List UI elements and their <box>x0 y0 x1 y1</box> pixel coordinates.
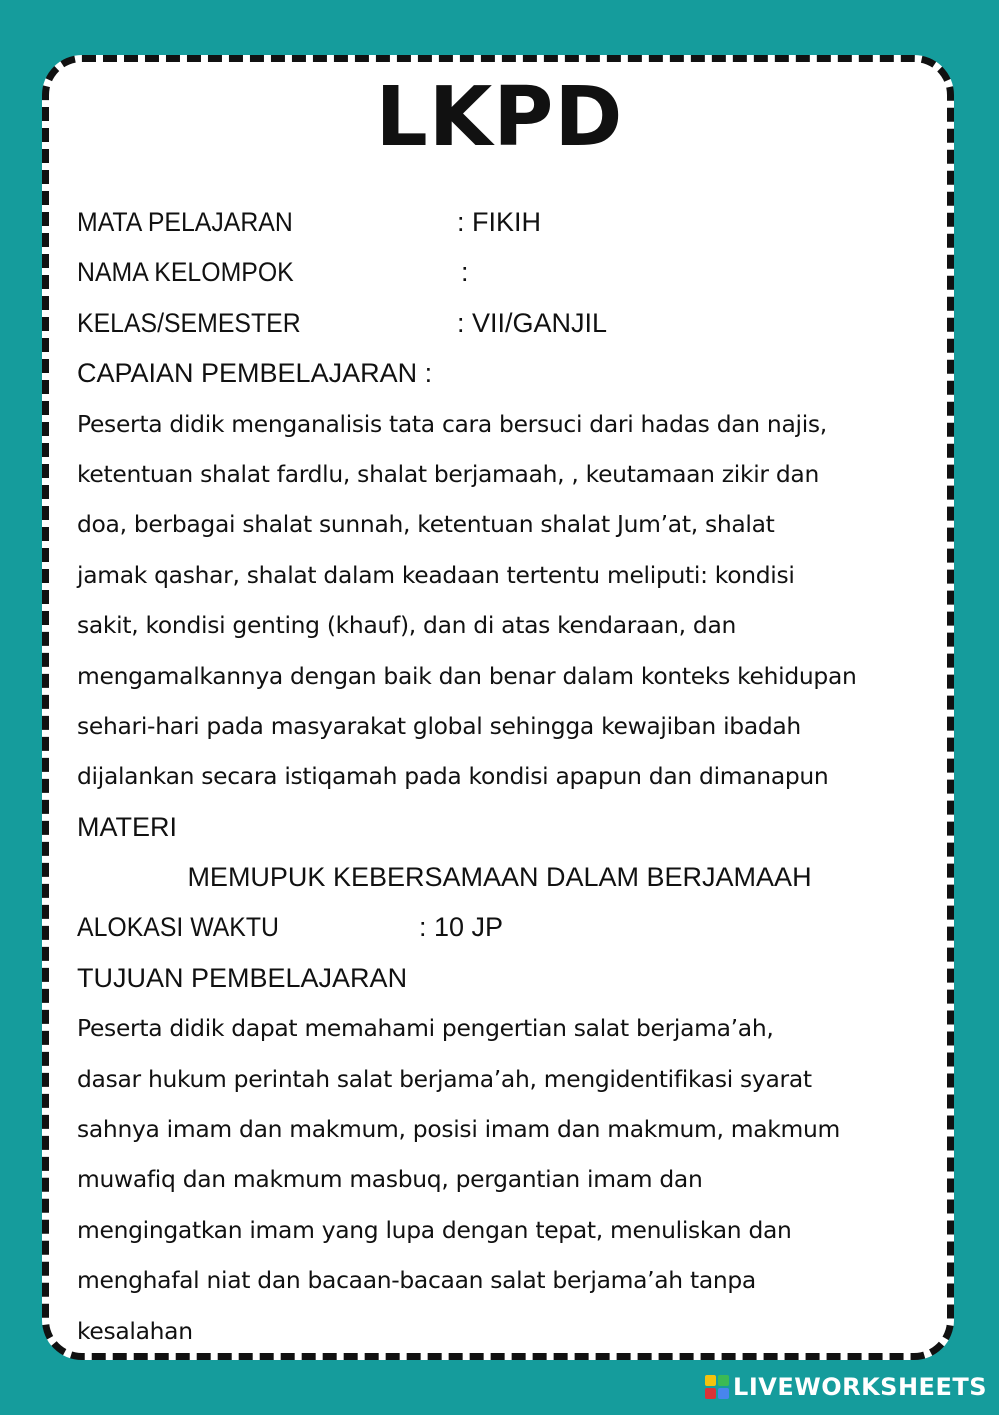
capaian-heading: CAPAIAN PEMBELAJARAN : <box>77 358 433 389</box>
paragraph-line: sakit, kondisi genting (khauf), dan di atas kendaraan, dan <box>77 611 737 640</box>
field-kelas-semester <box>77 298 927 348</box>
field-label: KELAS/SEMESTER <box>77 307 301 338</box>
paragraph-line: dasar hukum perintah salat berjama’ah, mengidentifikasi syarat <box>77 1064 812 1093</box>
paragraph-line: mengamalkannya dengan baik dan benar dalam konteks kehidupan <box>77 661 857 690</box>
tujuan-paragraph <box>77 1003 927 1356</box>
field-value: : 10 JP <box>419 912 504 943</box>
paragraph-line: ketentuan shalat fardlu, shalat berjamaah, , keutamaan zikir dan <box>77 459 819 488</box>
field-nama-kelompok <box>77 247 927 297</box>
paragraph-line: jamak qashar, shalat dalam keadaan tertentu meliputi: kondisi <box>77 560 795 589</box>
page-title: LKPD <box>375 70 624 165</box>
field-mata-pelajaran <box>77 197 927 247</box>
paragraph-line: sehari-hari pada masyarakat global sehingga kewajiban ibadah <box>77 711 801 740</box>
paragraph-line: dijalankan secara istiqamah pada kondisi apapun dan dimanapun <box>77 762 829 791</box>
paragraph-line: Peserta didik dapat memahami pengertian salat berjama’ah, <box>77 1014 774 1043</box>
paragraph-line: doa, berbagai shalat sunnah, ketentuan shalat Jum’at, shalat <box>77 510 775 539</box>
liveworksheets-logo-icon <box>705 1375 729 1399</box>
paragraph-line: menghafal niat dan bacaan-bacaan salat berjama’ah tanpa <box>77 1266 756 1295</box>
paragraph-line: Peserta didik menganalisis tata cara bersuci dari hadas dan najis, <box>77 409 827 438</box>
liveworksheets-brand[interactable] <box>705 1369 987 1405</box>
field-alokasi-waktu <box>77 902 927 952</box>
brand-text: LIVEWORKSHEETS <box>733 1373 987 1401</box>
paragraph-line: mengingatkan imam yang lupa dengan tepat, menuliskan dan <box>77 1215 792 1244</box>
paragraph-line: kesalahan <box>77 1316 193 1345</box>
worksheet-content <box>77 197 927 1356</box>
field-value: : <box>461 257 469 288</box>
capaian-paragraph <box>77 399 927 802</box>
paragraph-line: muwafiq dan makmum masbuq, pergantian imam dan <box>77 1165 703 1194</box>
materi-heading: MATERI <box>77 811 177 842</box>
field-value: : VII/GANJIL <box>457 307 608 338</box>
materi-title: MEMUPUK KEBERSAMAAN DALAM BERJAMAAH <box>187 862 812 893</box>
field-label: MATA PELAJARAN <box>77 207 293 237</box>
field-label: NAMA KELOMPOK <box>77 257 294 288</box>
field-label: ALOKASI WAKTU <box>77 912 279 943</box>
paragraph-line: sahnya imam dan makmum, posisi imam dan makmum, makmum <box>77 1115 841 1144</box>
tujuan-heading: TUJUAN PEMBELAJARAN <box>77 962 408 993</box>
field-value: : FIKIH <box>457 207 542 237</box>
